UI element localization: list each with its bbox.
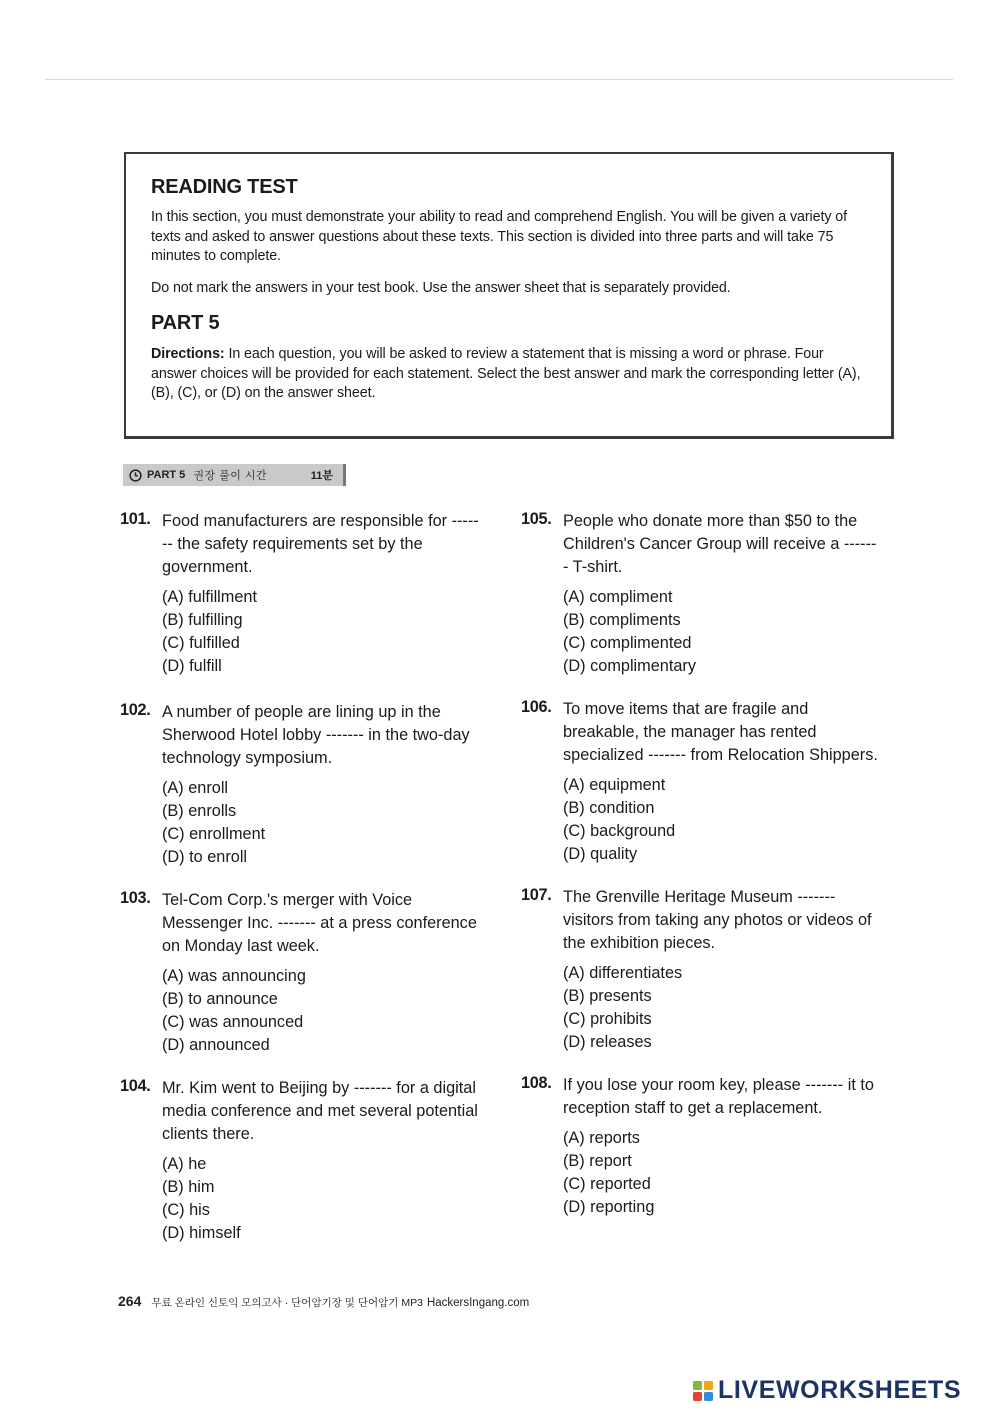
option-d[interactable]: (D) announced (162, 1036, 270, 1054)
question-104 (120, 1077, 480, 1245)
question-number: 103. (120, 889, 151, 907)
option-b[interactable]: (B) him (162, 1178, 215, 1196)
option-a[interactable]: (A) enroll (162, 779, 229, 797)
question-103 (120, 889, 480, 1057)
option-c[interactable]: (C) reported (563, 1175, 651, 1193)
liveworksheets-logo-icon (692, 1380, 714, 1402)
option-d[interactable]: (D) releases (563, 1033, 652, 1051)
option-a[interactable]: (A) was announcing (162, 967, 306, 985)
page-number: 264 (118, 1293, 142, 1309)
answer-options (563, 962, 881, 1054)
question-number: 104. (120, 1077, 151, 1095)
option-d[interactable]: (D) to enroll (162, 848, 248, 866)
answer-options (162, 1153, 480, 1245)
directions-text: In each question, you will be asked to review a statement that is missing a word or phrase. Four answer choices will be provided for each statement. Select the best answer and mark the corresponding letter (A), (B), (C), or (D) on the answer sheet. (151, 346, 861, 401)
question-stem: The Grenville Heritage Museum ------- visitors from taking any photos or videos of the exhibition pieces. (563, 888, 872, 952)
option-a[interactable]: (A) fulfillment (162, 588, 257, 606)
option-c[interactable]: (C) was announced (162, 1013, 304, 1031)
option-c[interactable]: (C) fulfilled (162, 634, 240, 652)
option-b[interactable]: (B) presents (563, 987, 652, 1005)
option-a[interactable]: (A) equipment (563, 776, 666, 794)
option-a[interactable]: (A) differentiates (563, 964, 683, 982)
option-a[interactable]: (A) reports (563, 1129, 640, 1147)
option-c[interactable]: (C) enrollment (162, 825, 266, 843)
question-stem: Tel-Com Corp.'s merger with Voice Messenger Inc. ------- at a press conference on Monday last week. (162, 891, 477, 955)
footer-url: HackersIngang.com (426, 1297, 530, 1309)
answer-options (162, 777, 480, 869)
question-number: 102. (120, 701, 151, 719)
option-b[interactable]: (B) to announce (162, 990, 278, 1008)
question-107 (521, 886, 881, 1054)
question-stem: A number of people are lining up in the Sherwood Hotel lobby ------- in the two-day technology symposium. (162, 703, 470, 767)
option-d[interactable]: (D) quality (563, 845, 638, 863)
option-d[interactable]: (D) complimentary (563, 657, 696, 675)
top-rule (45, 79, 953, 80)
answer-options (563, 774, 881, 866)
question-stem: To move items that are fragile and breakable, the manager has rented specialized ------- from Relocation Shippers. (563, 700, 878, 764)
option-c[interactable]: (C) prohibits (563, 1010, 652, 1028)
question-102 (120, 701, 480, 869)
question-106 (521, 698, 881, 866)
timer-korean-label: 권장 풀이 시간 (193, 470, 268, 482)
question-108 (521, 1074, 881, 1219)
timer-part-label: PART 5 (147, 469, 186, 481)
recommended-time-bar (123, 464, 346, 486)
option-c[interactable]: (C) his (162, 1201, 210, 1219)
directions (151, 345, 867, 404)
question-number: 107. (521, 886, 552, 904)
page-footer (118, 1293, 529, 1310)
questions-right-column (521, 510, 881, 1219)
reading-test-instructions-box (124, 152, 894, 439)
option-d[interactable]: (D) himself (162, 1224, 241, 1242)
question-number: 106. (521, 698, 552, 716)
question-105 (521, 510, 881, 678)
footer-text: 무료 온라인 신토익 모의고사 · 단어암기장 및 단어암기 MP3 (151, 1297, 423, 1309)
liveworksheets-logo[interactable] (692, 1376, 961, 1405)
reading-test-intro: In this section, you must demonstrate your ability to read and comprehend English. You will be given a variety of texts and asked to answer questions about these texts. This section is divided into three parts and will take 75 minutes to complete. (151, 209, 847, 264)
answer-options (162, 586, 480, 678)
liveworksheets-logo-text: LIVEWORKSHEETS (718, 1376, 962, 1404)
option-c[interactable]: (C) background (563, 822, 676, 840)
option-a[interactable]: (A) compliment (563, 588, 673, 606)
directions-label: Directions: (151, 346, 225, 362)
option-d[interactable]: (D) reporting (563, 1198, 655, 1216)
option-a[interactable]: (A) he (162, 1155, 207, 1173)
option-b[interactable]: (B) report (563, 1152, 632, 1170)
question-number: 101. (120, 510, 151, 528)
answer-options (162, 965, 480, 1057)
clock-icon (129, 469, 142, 482)
question-stem: If you lose your room key, please ------- it to reception staff to get a replacement. (563, 1076, 874, 1117)
option-b[interactable]: (B) condition (563, 799, 655, 817)
question-number: 105. (521, 510, 552, 528)
question-stem: People who donate more than $50 to the Children's Cancer Group will receive a ------- T-shirt. (563, 512, 877, 576)
questions-left-column (120, 510, 480, 1245)
option-b[interactable]: (B) compliments (563, 611, 681, 629)
answer-options (563, 586, 881, 678)
part-title: PART 5 (151, 312, 220, 334)
answer-sheet-note: Do not mark the answers in your test book. Use the answer sheet that is separately provided. (151, 279, 731, 296)
question-number: 108. (521, 1074, 552, 1092)
question-stem: Food manufacturers are responsible for ------- the safety requirements set by the government. (162, 512, 479, 576)
question-101 (120, 510, 480, 678)
option-b[interactable]: (B) fulfilling (162, 611, 243, 629)
timer-minutes: 11분 (310, 470, 333, 482)
answer-options (563, 1127, 881, 1219)
option-b[interactable]: (B) enrolls (162, 802, 237, 820)
option-c[interactable]: (C) complimented (563, 634, 692, 652)
reading-test-title: READING TEST (151, 176, 298, 198)
option-d[interactable]: (D) fulfill (162, 657, 222, 675)
question-stem: Mr. Kim went to Beijing by ------- for a digital media conference and met several potential clients there. (162, 1079, 478, 1143)
